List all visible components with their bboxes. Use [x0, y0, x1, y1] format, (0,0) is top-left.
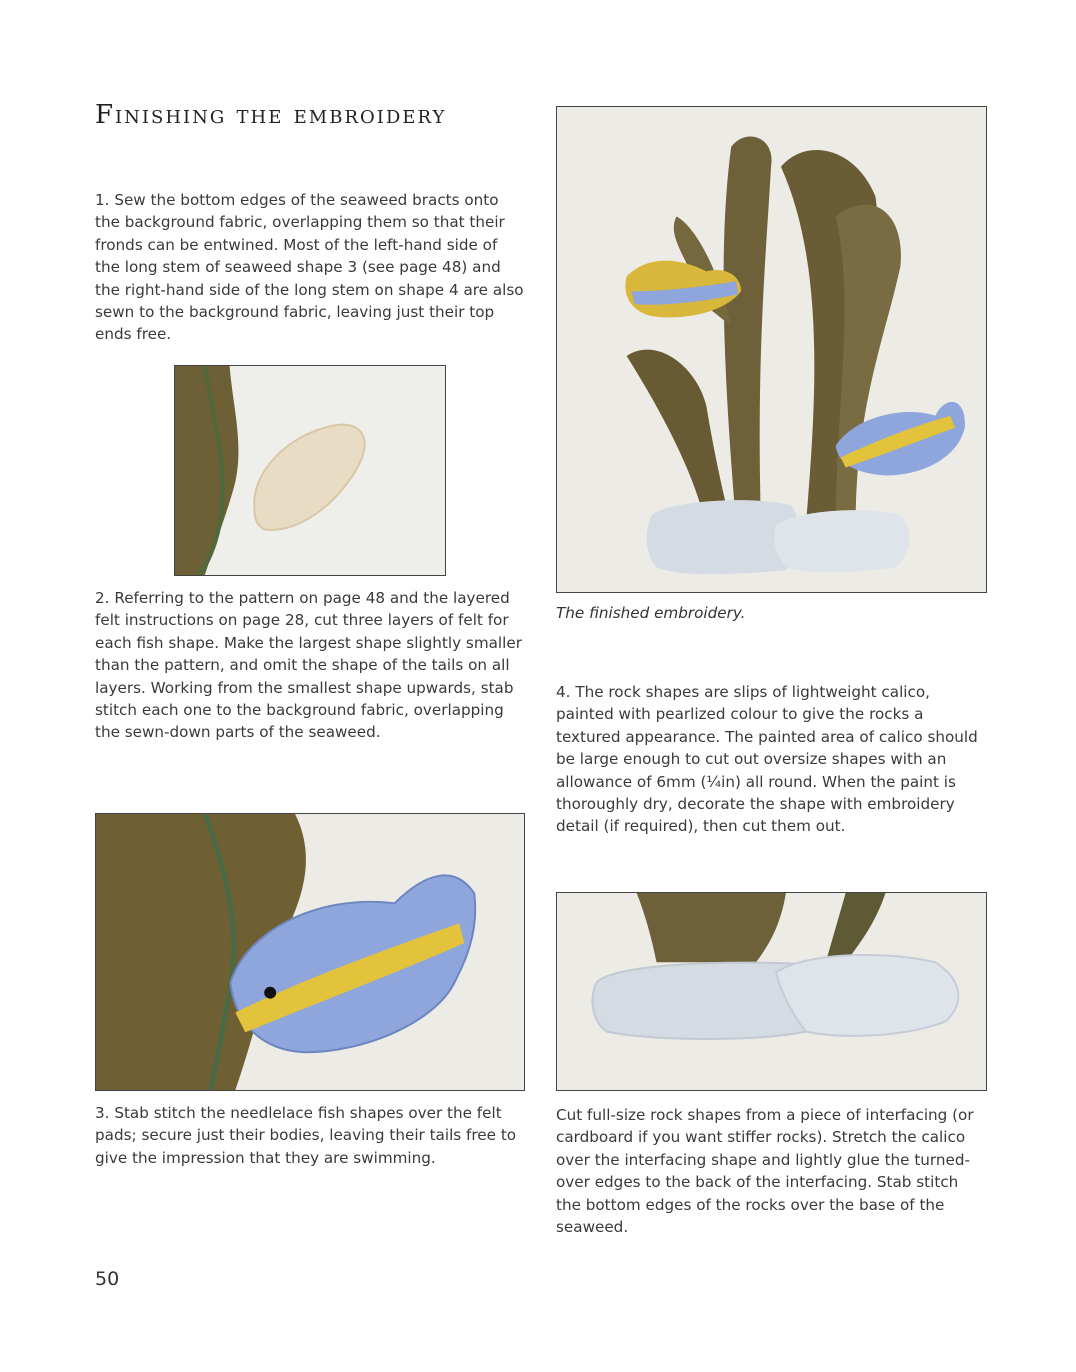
step-4-text: 4. The rock shapes are slips of lightweight calico, painted with pearlized colour to give the rocks a textured appearance. The painted area of calico should be large enough to cut out oversize shapes with an allowance of 6mm (¼in) all round. When the paint is thoroughly dry, decorate the shape with embroidery detail (if required), then cut them out.: [556, 683, 978, 836]
step-3-text: 3. Stab stitch the needlelace fish shapes over the felt pads; secure just their bodies, leaving their tails free to give the impression that they are swimming.: [95, 1104, 517, 1167]
felt-pad-photo: [174, 365, 446, 576]
rock-instructions-text: Cut full-size rock shapes from a piece of interfacing (or cardboard if you want stiffer rocks). Stretch the calico over the interfacing shape and lightly glue the turned-over edges to the back of the interfacing. Stab stitch the bottom edges of the rocks over the base of the seaweed.: [556, 1106, 974, 1237]
fish-closeup-photo: [95, 813, 525, 1091]
page-title: Finishing the embroidery: [95, 100, 447, 130]
finished-embroidery-photo: [556, 106, 987, 593]
step-2-text: 2. Referring to the pattern on page 48 and the layered felt instructions on page 28, cut three layers of felt for each fish shape. Make the largest shape slightly smaller than the pattern, and omit the shape of the tails on all layers. Working from the smallest shape upwards, stab stitch each one to the background fabric, overlapping the sewn-down parts of the seaweed.: [95, 589, 522, 742]
page-number: 50: [95, 1268, 120, 1290]
finished-embroidery-caption: The finished embroidery.: [556, 604, 746, 622]
step-1-text: 1. Sew the bottom edges of the seaweed bracts onto the background fabric, overlapping them so that their fronds can be entwined. Most of the left-hand side of the long stem of seaweed shape 3 (see page 48) and the right-hand side of the long stem on shape 4 are also sewn to the background fabric, leaving just their top ends free.: [95, 191, 524, 344]
rocks-photo: [556, 892, 987, 1091]
